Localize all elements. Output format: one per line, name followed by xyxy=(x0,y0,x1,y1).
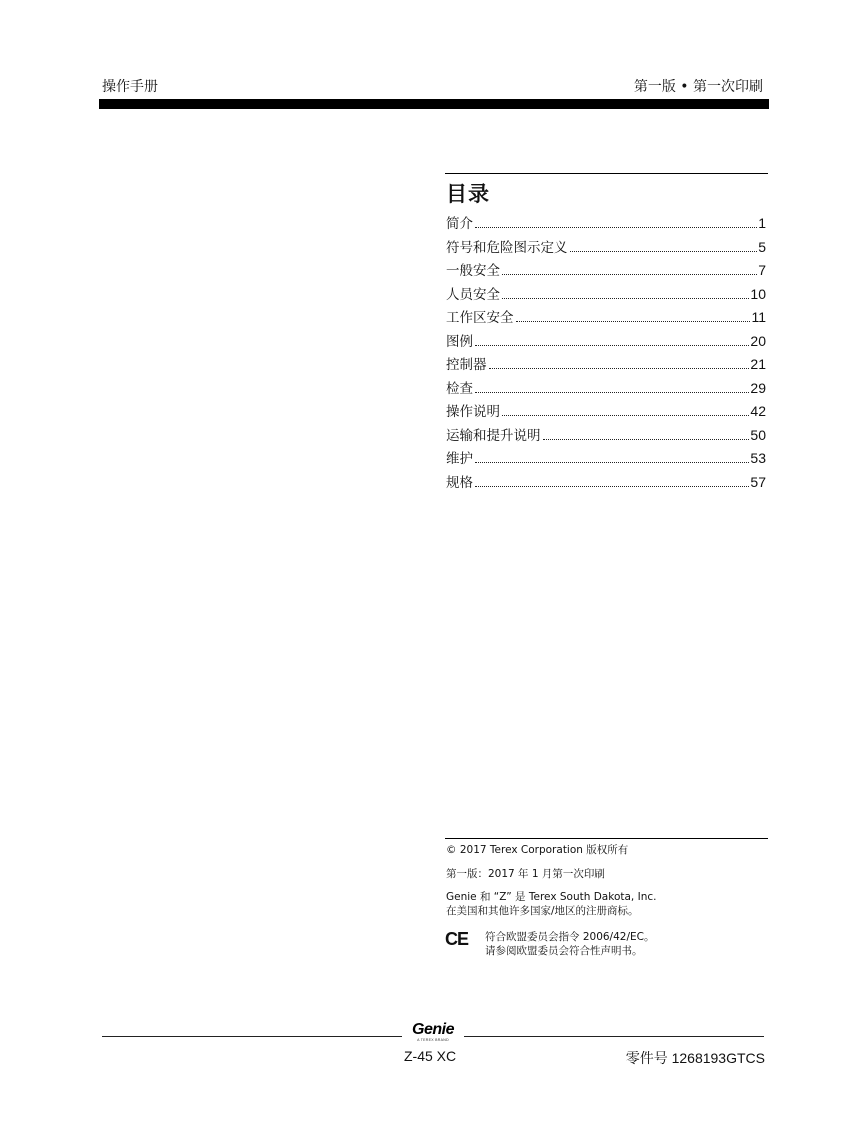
toc-entry-page: 42 xyxy=(750,403,766,419)
toc-entry-page: 5 xyxy=(758,238,766,255)
printing-line: 第一版：2017 年 1 月第一次印刷 xyxy=(446,868,605,880)
toc-title: 目录 xyxy=(446,182,490,206)
toc-entry-label: 规格 xyxy=(446,474,473,491)
toc-leader-dots xyxy=(475,227,757,228)
toc-entry-label: 图例 xyxy=(446,333,473,350)
toc-entry[interactable] xyxy=(446,236,766,260)
toc-entry-label: 人员安全 xyxy=(446,286,500,303)
copyright-rule xyxy=(445,838,768,839)
toc-entry[interactable] xyxy=(446,353,766,377)
toc-entry-label: 一般安全 xyxy=(446,263,500,279)
copyright-line: © 2017 Terex Corporation 版权所有 xyxy=(446,844,629,856)
ce-compliance-text xyxy=(485,930,654,958)
toc-entry-page: 7 xyxy=(758,262,766,278)
footer-part-number: 零件号 1268193GTCS xyxy=(625,1050,765,1066)
header-bar xyxy=(99,99,769,109)
toc-leader-dots xyxy=(543,439,750,440)
ce-mark-icon: CE xyxy=(445,929,469,949)
toc-entry-label: 检查 xyxy=(446,380,473,397)
logo-wordmark: Genie xyxy=(412,1021,454,1038)
toc-leader-dots xyxy=(475,392,749,393)
toc-entry[interactable] xyxy=(446,283,766,307)
printing-notice xyxy=(446,867,766,881)
toc-entry-label: 运输和提升说明 xyxy=(446,427,541,444)
toc-entry[interactable] xyxy=(446,330,766,354)
toc-entry-label: 控制器 xyxy=(446,357,487,373)
toc-leader-dots xyxy=(489,368,750,369)
toc-entry[interactable] xyxy=(446,424,766,448)
toc-entry[interactable] xyxy=(446,471,766,495)
toc-entry-page: 20 xyxy=(750,332,766,349)
toc-entry[interactable] xyxy=(446,306,766,330)
toc-leader-dots xyxy=(516,321,751,322)
toc-leader-dots xyxy=(502,298,749,299)
footer-model: Z-45 XC xyxy=(404,1048,457,1064)
toc-entry-label: 工作区安全 xyxy=(446,310,514,326)
toc-entry-label: 操作说明 xyxy=(446,404,500,420)
toc-entry[interactable] xyxy=(446,212,766,236)
toc-entry-page: 29 xyxy=(750,379,766,396)
toc-entry-page: 11 xyxy=(751,309,766,325)
toc-leader-dots xyxy=(475,345,749,346)
footer-rule-right xyxy=(464,1036,764,1037)
toc-entry[interactable] xyxy=(446,447,766,471)
ce-line-1: 符合欧盟委员会指令 2006/42/EC。 xyxy=(485,931,655,943)
toc-entry-label: 符号和危险图示定义 xyxy=(446,239,568,256)
genie-logo xyxy=(407,1021,459,1043)
footer-rule-left xyxy=(102,1036,402,1037)
trademark-line-2: 在美国和其他许多国家/地区的注册商标。 xyxy=(446,905,639,917)
toc-entry[interactable] xyxy=(446,259,766,283)
copyright-notice xyxy=(446,843,766,857)
toc-leader-dots xyxy=(502,274,757,275)
toc-leader-dots xyxy=(475,486,749,487)
toc-entry[interactable] xyxy=(446,377,766,401)
toc-entry[interactable] xyxy=(446,400,766,424)
toc-entry-page: 10 xyxy=(750,285,766,302)
toc-leader-dots xyxy=(502,415,749,416)
logo-tagline: A TEREX BRAND xyxy=(417,1038,449,1042)
ce-line-2: 请参阅欧盟委员会符合性声明书。 xyxy=(485,945,643,957)
toc-leader-dots xyxy=(475,462,749,463)
toc-entry-page: 1 xyxy=(758,215,766,231)
toc-top-rule xyxy=(445,173,768,174)
header-edition: 第一版 • 第一次印刷 xyxy=(633,79,763,95)
trademark-line-1: Genie 和 “Z” 是 Terex South Dakota, Inc. xyxy=(446,891,657,903)
header-left-title: 操作手册 xyxy=(102,79,158,95)
trademark-notice xyxy=(446,890,766,918)
toc-leader-dots xyxy=(570,251,758,252)
toc-entry-page: 21 xyxy=(750,356,766,372)
toc-list xyxy=(446,212,766,494)
toc-entry-label: 维护 xyxy=(446,451,473,467)
toc-entry-page: 50 xyxy=(750,426,766,443)
toc-entry-page: 57 xyxy=(750,473,766,490)
toc-entry-page: 53 xyxy=(750,450,766,466)
toc-entry-label: 简介 xyxy=(446,216,473,232)
